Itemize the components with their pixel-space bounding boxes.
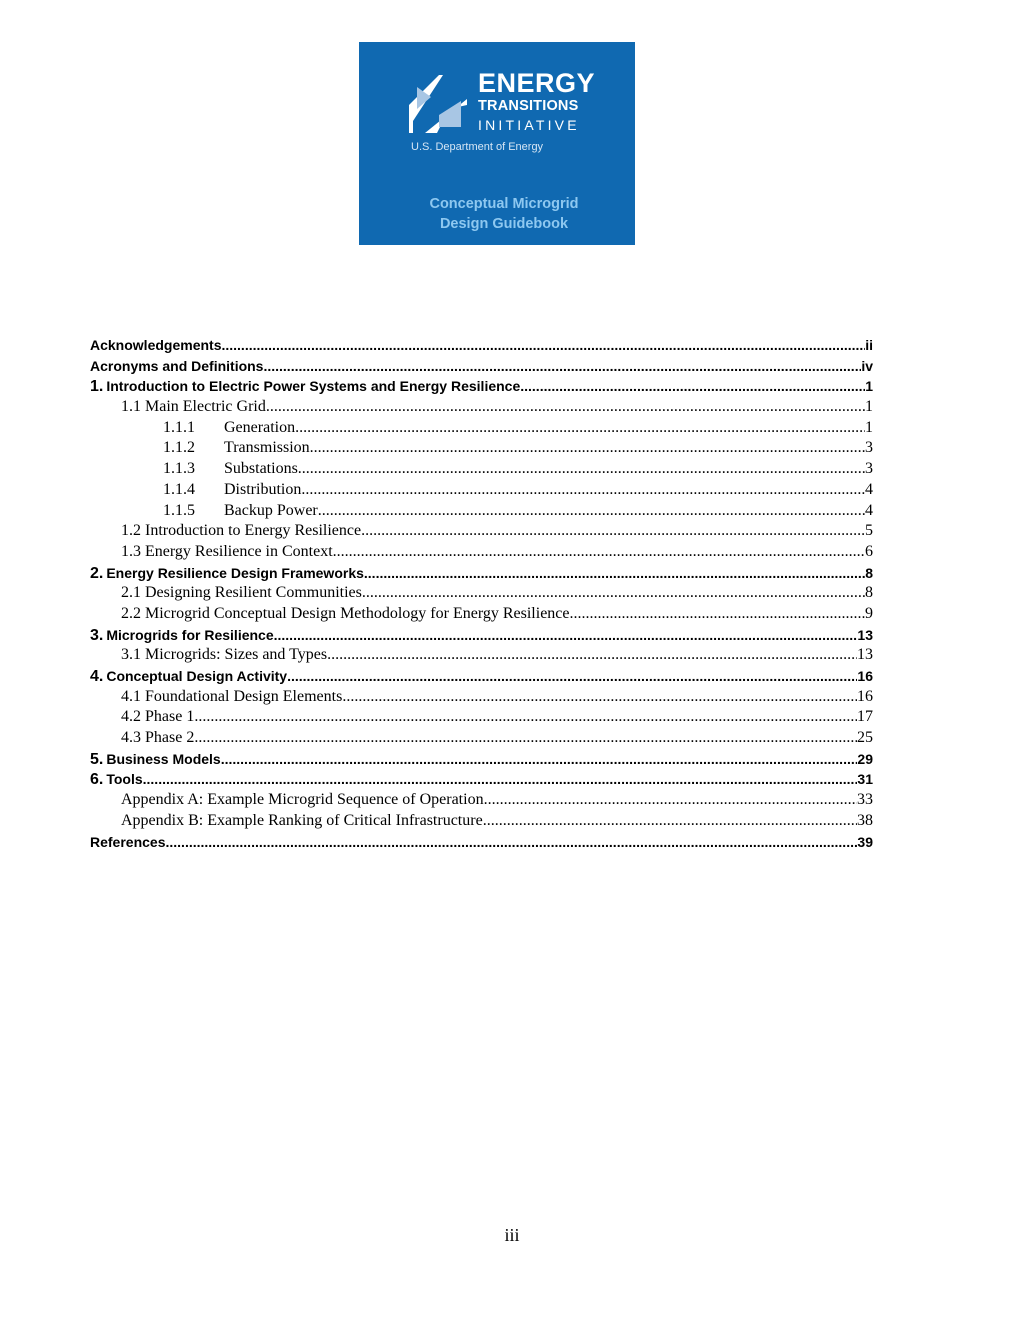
toc-dot-leader [570,604,866,625]
toc-entry-title [90,335,221,356]
toc-entry-number: 3. [90,626,104,644]
toc-entry-number: 1.1.5 [163,501,195,519]
toc-entry-number: 1.1.3 [163,460,195,478]
toc-entry-page: 31 [857,771,873,788]
toc-dot-leader [221,335,865,356]
toc-entry-label: Energy Resilience Design Frameworks [106,564,364,581]
toc-entry-label: Transmission [224,439,310,457]
toc-entry[interactable] [90,480,873,501]
toc-entry[interactable] [90,459,873,480]
toc-entry-number: 3.1 [121,646,141,664]
toc-entry-title [163,480,301,501]
toc-entry-number: 1. [90,378,104,396]
toc-entry[interactable] [90,438,873,459]
toc-entry-number: 4. [90,668,104,685]
toc-entry-title [121,687,342,708]
toc-entry-label: Generation [224,418,296,436]
toc-entry[interactable] [90,335,873,356]
toc-entry-number: 2.1 [121,584,141,602]
toc-entry-number: 1.3 [121,542,141,560]
toc-entry[interactable] [90,728,873,749]
toc-dot-leader [364,563,865,584]
toc-entry-label: Microgrids: Sizes and Types [145,646,328,664]
toc-entry[interactable] [90,749,873,770]
toc-entry-page: 8 [865,564,873,581]
toc-entry-title [90,376,520,398]
toc-entry-page: 16 [857,668,873,684]
toc-entry-label: Tools [106,771,143,788]
toc-entry-label: Substations [224,460,298,478]
cover-title [359,194,649,234]
toc-entry-page: 17 [857,708,873,726]
cover-title-line-2: Design Guidebook [439,216,569,232]
toc-entry[interactable] [90,542,873,563]
toc-entry-title [163,418,295,439]
toc-entry-label: Phase 2 [145,729,195,747]
toc-entry-page: 29 [857,750,873,767]
toc-entry-page: ii [865,337,873,353]
toc-entry-page: 38 [857,811,873,829]
toc-entry-number: 1.1.1 [163,418,195,436]
toc-dot-leader [327,645,857,666]
toc-entry-title [163,459,298,480]
toc-entry-number: 1.1.2 [163,439,195,457]
toc-entry-number: 1.2 [121,522,141,540]
toc-entry[interactable] [90,563,873,584]
brand-line-2: TRANSITIONS [478,98,579,114]
toc-dot-leader [301,480,865,501]
toc-dot-leader [263,356,861,377]
toc-dot-leader [318,501,865,522]
toc-entry[interactable] [90,521,873,542]
toc-entry[interactable] [90,707,873,728]
department-label: U.S. Department of Energy [411,141,544,153]
toc-entry-page: 1 [865,418,873,436]
toc-entry-label: Appendix B: Example Ranking of Critical Infrastructure [121,811,483,829]
toc-entry-label: Introduction to Electric Power Systems and Energy Resilience [106,378,521,395]
toc-entry-label: Appendix A: Example Microgrid Sequence of Operation [121,791,484,809]
toc-entry-title [163,501,318,522]
toc-entry-page: 1 [865,398,873,416]
toc-dot-leader [274,625,858,646]
toc-entry[interactable] [90,397,873,418]
toc-entry[interactable] [90,832,873,853]
toc-entry-title [121,645,327,666]
toc-entry[interactable] [90,790,873,811]
toc-entry-page: 25 [857,729,873,747]
toc-entry-label: Backup Power [224,501,318,519]
toc-entry-title [121,542,333,563]
toc-entry-page: 16 [857,687,873,705]
toc-entry-label: Acronyms and Definitions [90,357,264,374]
toc-entry-title [121,604,570,625]
toc-entry[interactable] [90,625,873,646]
toc-entry-label: Main Electric Grid [145,398,266,416]
page-number: iii [504,1225,520,1245]
toc-entry-label: Microgrids for Resilience [106,626,274,643]
cover-title-line-1: Conceptual Microgrid [429,196,579,212]
toc-entry[interactable] [90,356,873,377]
toc-entry-number: 2.2 [121,604,141,622]
toc-entry-title [163,438,310,459]
toc-entry-page: 9 [865,604,873,622]
toc-entry-number: 5. [90,750,104,768]
toc-entry-label: Microgrid Conceptual Design Methodology for Energy Resilience [145,604,570,622]
toc-entry-title [90,356,263,377]
toc-dot-leader [333,542,865,563]
toc-entry-page: 13 [857,646,873,664]
toc-dot-leader [483,811,857,832]
toc-entry-page: 8 [865,584,873,602]
toc-dot-leader [194,728,857,749]
toc-dot-leader [194,707,857,728]
toc-entry[interactable] [90,769,873,790]
toc-entry-number: 6. [90,771,104,789]
toc-entry-title [90,563,364,585]
toc-dot-leader [298,459,865,480]
toc-entry-page: 13 [857,626,873,643]
toc-entry-title [121,728,194,749]
toc-entry-label: Designing Resilient Communities [145,584,362,602]
toc-entry-label: Energy Resilience in Context [145,542,333,560]
toc-entry-number: 1.1.4 [163,480,195,498]
toc-entry-title [121,811,483,832]
toc-entry-number: 4.2 [121,708,141,726]
toc-entry-page: 4 [865,501,873,519]
table-of-contents [90,335,873,852]
toc-entry-page: iv [861,357,873,374]
toc-entry-label: Distribution [224,480,302,498]
toc-dot-leader [266,397,865,418]
toc-dot-leader [310,438,865,459]
energy-transitions-logo-icon [409,75,467,133]
toc-entry-label: References [90,833,166,850]
toc-entry-number: 4.1 [121,687,141,705]
toc-entry-title [121,583,362,604]
toc-entry[interactable] [90,687,873,708]
toc-entry[interactable] [90,501,873,522]
toc-entry-label: Introduction to Energy Resilience [145,522,362,540]
toc-entry[interactable] [90,604,873,625]
toc-dot-leader [221,749,858,770]
toc-dot-leader [166,832,858,853]
toc-entry-number: 2. [90,564,104,582]
toc-entry-page: 3 [865,460,873,478]
toc-dot-leader [361,521,865,542]
toc-dot-leader [520,376,865,397]
toc-dot-leader [362,583,865,604]
toc-entry-title [121,707,194,728]
toc-entry-page: 3 [865,439,873,457]
brand-line-1: ENERGY [478,68,596,98]
toc-entry-label: Foundational Design Elements [145,687,343,705]
toc-entry-number: 1.1 [121,398,141,416]
toc-entry[interactable] [90,418,873,439]
brand-line-3: INITIATIVE [478,116,580,133]
toc-entry[interactable] [90,666,873,687]
toc-entry[interactable] [90,811,873,832]
toc-entry-page: 5 [865,522,873,540]
toc-dot-leader [342,687,857,708]
toc-entry-title [121,397,266,418]
toc-entry-title [90,832,166,853]
toc-dot-leader [295,418,865,439]
toc-entry-title [121,790,484,811]
toc-entry-number: 4.3 [121,729,141,747]
toc-entry[interactable] [90,376,873,397]
toc-dot-leader [287,666,857,687]
toc-entry-title [90,769,143,791]
toc-entry-page: 4 [865,480,873,498]
toc-entry-title [90,749,221,771]
toc-entry[interactable] [90,645,873,666]
toc-entry-page: 39 [857,833,873,850]
toc-entry-page: 1 [865,378,873,395]
toc-entry-label: Conceptual Design Activity [106,668,288,684]
toc-entry-title [121,521,361,542]
toc-entry-label: Acknowledgements [90,337,222,353]
toc-entry-label: Business Models [106,750,221,767]
toc-entry-title [90,666,287,688]
brand-wordmark [478,70,595,132]
toc-entry-title [90,625,274,647]
cover-image [359,42,635,245]
toc-dot-leader [484,790,857,811]
toc-entry-page: 6 [865,542,873,560]
toc-dot-leader [143,769,858,790]
toc-entry-page: 33 [857,791,873,809]
toc-entry-label: Phase 1 [145,708,195,726]
toc-entry[interactable] [90,583,873,604]
